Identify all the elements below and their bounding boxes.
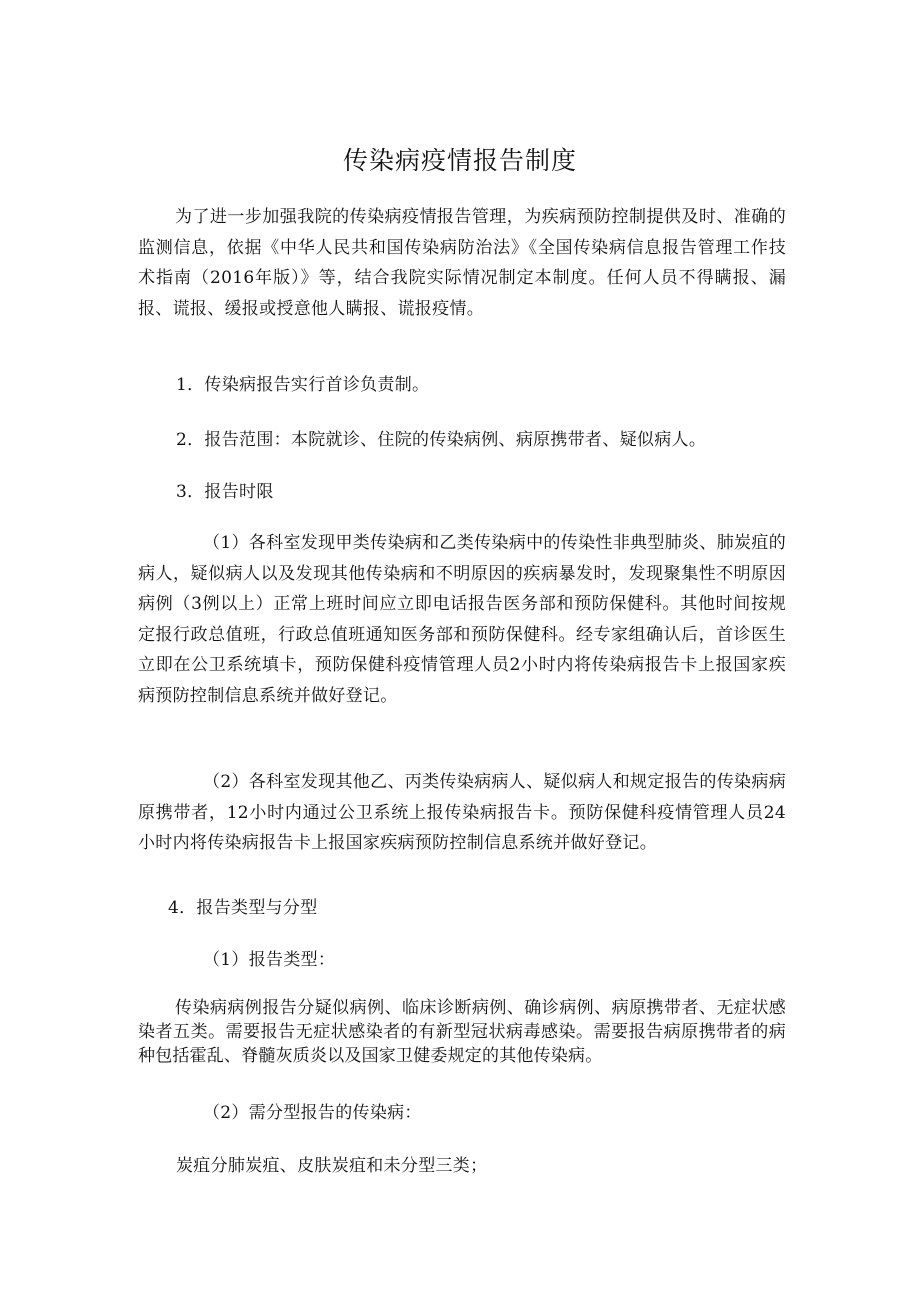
item-4-1-body: 传染病病例报告分疑似病例、临床诊断病例、确诊病例、病原携带者、无症状感染者五类。需要报告无症状感染者的有新型冠状病毒感染。需要报告病原携带者的病种包括霍乱、脊髓灰质炎以及国家卫健委规定的其他传染病。 (138, 998, 786, 1066)
item-4-2-heading: （2）需分型报告的传染病： (203, 1103, 422, 1123)
item-3-heading: 3．报告时限 (176, 482, 274, 502)
item-4-2-line-1: 炭疽分肺炭疽、皮肤炭疽和未分型三类； (176, 1156, 488, 1176)
intro-paragraph: 为了进一步加强我院的传染病疫情报告管理，为疾病预防控制提供及时、准确的监测信息，依据《中华人民共和国传染病防治法》《全国传染病信息报告管理工作技术指南（2016年版）》等，结合我院实际情况制定本制度。任何人员不得瞒报、漏报、谎报、缓报或授意他人瞒报、谎报疫情。 (138, 207, 786, 319)
item-4-heading: 4．报告类型与分型 (168, 898, 318, 918)
item-3-1-paragraph: （1）各科室发现甲类传染病和乙类传染病中的传染性非典型肺炎、肺炭疽的病人，疑似病人以及发现其他传染病和不明原因的疾病暴发时，发现聚集性不明原因病例（3例以上）正常上班时间应立即电话报告医务部和预防保健科。其他时间按规定报行政总值班，行政总值班通知医务部和预防保健科。经专家组确认后，首诊医生立即在公卫系统填卡，预防保健科疫情管理人员2小时内将传染病报告卡上报国家疾病预防控制信息系统并做好登记。 (138, 533, 786, 706)
item-4-1-heading: （1）报告类型： (203, 950, 336, 970)
item-2: 2．报告范围：本院就诊、住院的传染病例、病原携带者、疑似病人。 (176, 430, 707, 450)
item-3-2-paragraph: （2）各科室发现其他乙、丙类传染病病人、疑似病人和规定报告的传染病病原携带者，12小时内通过公卫系统上报传染病报告卡。预防保健科疫情管理人员24小时内将传染病报告卡上报国家疾病预防控制信息系统并做好登记。 (138, 772, 786, 853)
item-1: 1．传染病报告实行首诊负责制。 (176, 375, 430, 395)
document-title: 传染病疫情报告制度 (342, 146, 577, 175)
